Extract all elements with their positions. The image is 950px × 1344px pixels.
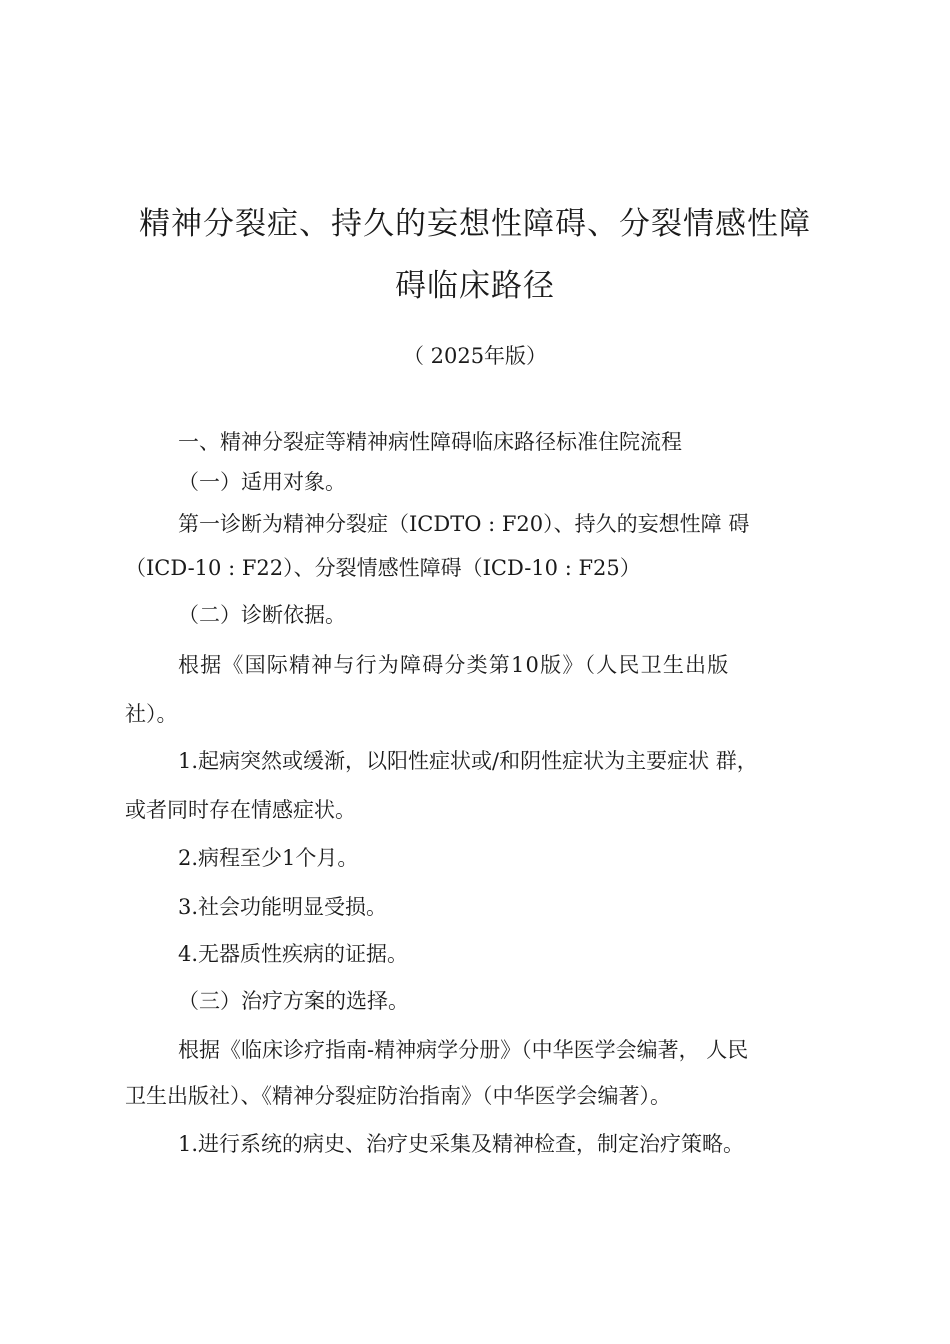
paragraph-line: 社）。 bbox=[125, 702, 178, 726]
paragraph-line: （ICD-10 : F22）、分裂情感性障碍（ICD-10 : F25） bbox=[125, 556, 641, 580]
list-item: 3.社会功能明显受损。 bbox=[178, 895, 388, 919]
document-title-line-2: 碍临床路径 bbox=[395, 268, 555, 304]
paragraph-line: 第一诊断为精神分裂症（ICDTO : F20）、持久的妄想性障 碍 bbox=[178, 512, 750, 536]
section-heading: 一、精神分裂症等精神病性障碍临床路径标准住院流程 bbox=[178, 430, 682, 454]
list-item: 1.起病突然或缓渐，以阳性症状或/和阴性症状为主要症状 群， bbox=[178, 749, 758, 773]
paragraph-line: 根据《国际精神与行为障碍分类第10版》（人民卫生出版 bbox=[178, 653, 730, 677]
subsection-heading: （一）适用对象。 bbox=[178, 470, 346, 494]
document-title-line-1: 精神分裂症、持久的妄想性障碍、分裂情感性障 bbox=[139, 206, 811, 242]
edition-label: （ 2025年版） bbox=[402, 344, 548, 368]
subsection-heading: （三）治疗方案的选择。 bbox=[178, 989, 409, 1013]
subsection-heading: （二）诊断依据。 bbox=[178, 603, 346, 627]
paragraph-line: 根据《临床诊疗指南-精神病学分册》（中华医学会编著， 人民 bbox=[178, 1038, 749, 1062]
list-item: 1.进行系统的病史、治疗史采集及精神检查，制定治疗策略。 bbox=[178, 1132, 745, 1156]
paragraph-line: 或者同时存在情感症状。 bbox=[125, 798, 356, 822]
list-item: 2.病程至少1个月。 bbox=[178, 846, 359, 870]
paragraph-line: 卫生出版社）、《精神分裂症防治指南》（中华医学会编著）。 bbox=[125, 1084, 671, 1108]
list-item: 4.无器质性疾病的证据。 bbox=[178, 942, 409, 966]
